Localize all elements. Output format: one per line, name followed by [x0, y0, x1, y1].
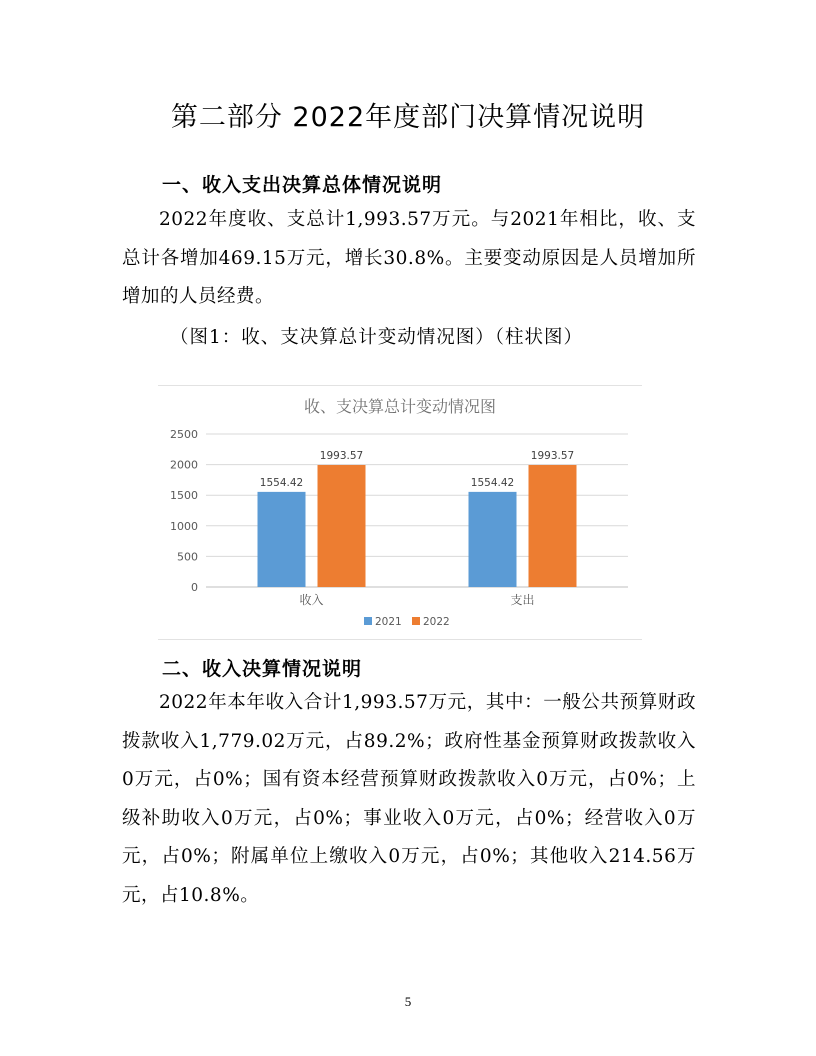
- section-heading-1: 一、收入支出决算总体情况说明: [162, 174, 443, 196]
- data-label: 1554.42: [470, 476, 515, 489]
- y-tick-label: 500: [177, 550, 198, 564]
- figure-caption: （图1：收、支决算总计变动情况图）（柱状图）: [170, 327, 584, 348]
- chart-title: 收、支决算总计变动情况图: [303, 397, 496, 416]
- bar-2021: [258, 492, 306, 587]
- data-label: 1554.42: [259, 476, 304, 489]
- y-tick-label: 2000: [170, 458, 198, 472]
- y-tick-label: 2500: [170, 428, 198, 441]
- data-label: 1993.57: [319, 449, 364, 462]
- legend-swatch: [412, 617, 420, 625]
- legend-swatch: [364, 617, 372, 625]
- section-heading-2: 二、收入决算情况说明: [162, 658, 363, 680]
- x-category-label: 支出: [510, 593, 535, 607]
- legend-label: 2021: [375, 616, 402, 628]
- bar-2021: [469, 492, 517, 587]
- data-label: 1993.57: [530, 449, 575, 462]
- section-1-paragraph: 2022年度收、支总计1,993.57万元。与2021年相比，收、支总计各增加469.15万元，增长30.8%。主要变动原因是人员增加所增加的人员经费。: [122, 209, 696, 307]
- bar-chart: [158, 385, 642, 640]
- page-title: 第二部分 2022年度部门决算情况说明: [170, 102, 646, 133]
- bar-2022: [318, 465, 366, 587]
- section-2-paragraph: 2022年本年收入合计1,993.57万元，其中：一般公共预算财政拨款收入1,779.02万元，占89.2%；政府性基金预算财政拨款收入0万元，占0%；国有资本经营预算财政拨款收入0万元，占0%；上级补助收入0万元，占0%；事业收入0万元，占0%；经营收入0万元，占0%；附属单位上缴收入0万元，占0%；其他收入214.56万元，占10.8%。: [122, 692, 696, 906]
- page-number: 5: [404, 994, 412, 1009]
- legend-label: 2022: [423, 616, 450, 628]
- bar-2022: [529, 465, 577, 587]
- y-tick-label: 1000: [170, 519, 198, 533]
- chart-svg: [158, 386, 642, 639]
- y-tick-label: 0: [191, 581, 198, 594]
- x-category-label: 收入: [299, 593, 324, 607]
- y-tick-label: 1500: [170, 489, 198, 503]
